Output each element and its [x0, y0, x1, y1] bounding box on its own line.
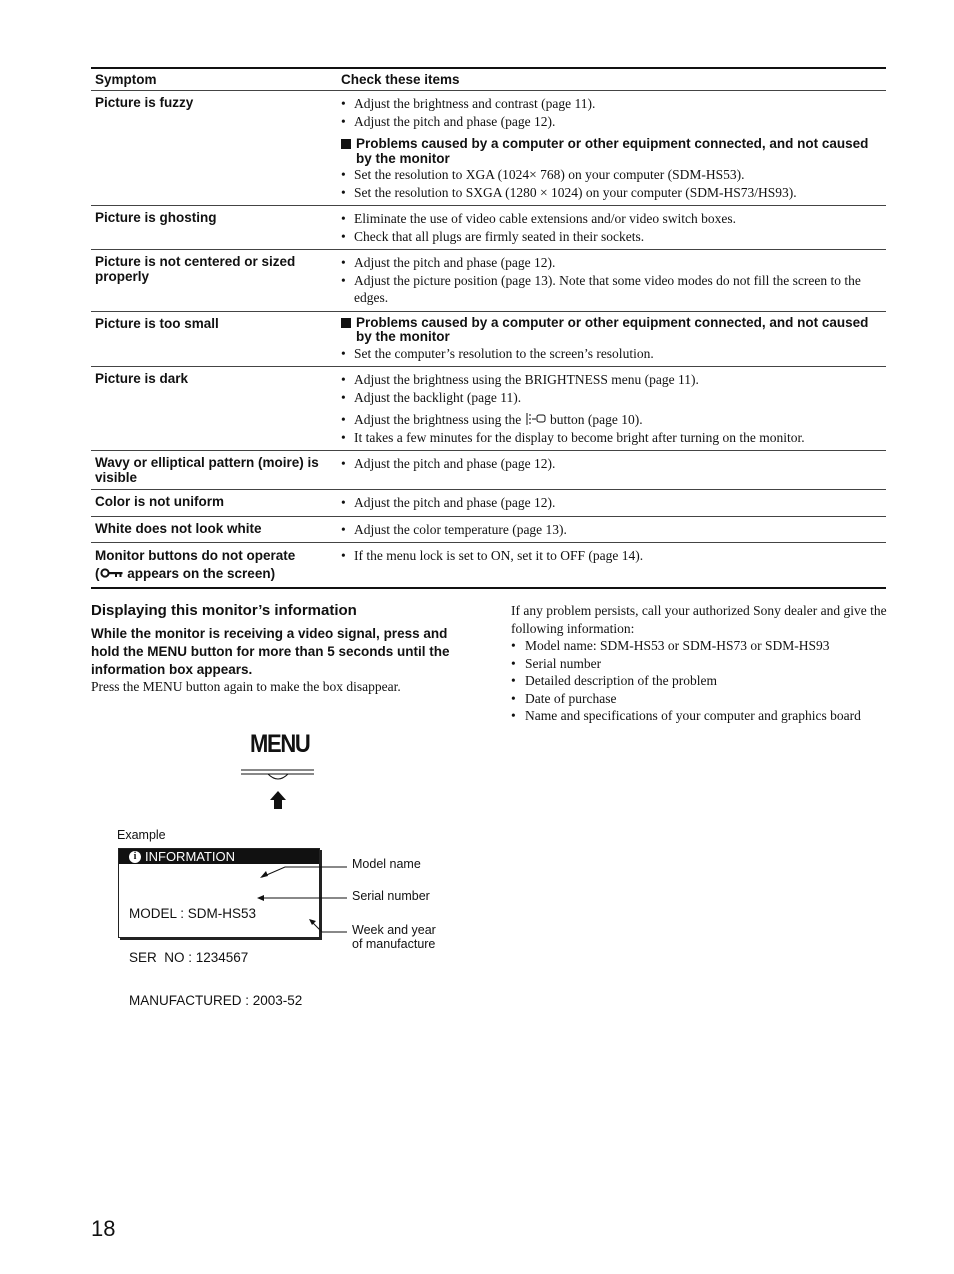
list-item: • Adjust the brightness using the BRIGHTNESS menu (page 11). [341, 371, 882, 389]
check-cell [341, 206, 886, 249]
list-item: • Adjust the pitch and phase (page 12). [341, 113, 882, 131]
symptom-cell: Color is not uniform [95, 494, 224, 509]
header-check: Check these items [341, 72, 460, 87]
page-number: 18 [91, 1216, 116, 1241]
key-lock-icon [100, 567, 124, 579]
list-item: • Serial number [511, 655, 891, 673]
information-box [118, 848, 320, 1008]
check-cell [341, 517, 886, 543]
list-item: • Set the resolution to XGA (1024× 768) on your computer (SDM-HS53). [341, 166, 882, 184]
callout-serial-number: Serial number [352, 889, 430, 903]
list-item: • Adjust the backlight (page 11). [341, 389, 882, 407]
check-cell [341, 543, 886, 587]
problem-note: Problems caused by a computer or other equipment connected, and not caused by the monitor [341, 137, 882, 166]
problem-note: Problems caused by a computer or other equipment connected, and not caused by the monitor [341, 316, 882, 345]
symptom-cell: Picture is too small [95, 315, 219, 331]
model-line: MODEL : SDM-HS53 [129, 906, 257, 921]
list-item: • Set the resolution to SXGA (1280 × 1024) on your computer (SDM-HS73/HS93). [341, 184, 882, 202]
list-item: • Adjust the pitch and phase (page 12). [341, 254, 882, 272]
list-item: • Adjust the brightness using the button (page 10). [341, 411, 882, 429]
info-icon: i [129, 851, 141, 863]
header-symptom: Symptom [95, 72, 157, 87]
check-cell [341, 250, 886, 311]
table-row [91, 205, 886, 249]
table-row [91, 450, 886, 489]
square-bullet-icon [341, 139, 351, 149]
table-row [91, 366, 886, 450]
list-item: • Adjust the brightness and contrast (page 11). [341, 95, 882, 113]
list-item: • Eliminate the use of video cable extensions and/or video switch boxes. [341, 210, 882, 228]
check-cell [341, 91, 886, 205]
check-cell [341, 312, 886, 367]
section-heading: Displaying this monitor’s information [91, 602, 357, 619]
table-row [91, 489, 886, 516]
symptom-cell: Picture is ghosting [95, 210, 217, 225]
list-item: • Adjust the pitch and phase (page 12). [341, 494, 882, 512]
example-label: Example [117, 828, 166, 842]
list-item: • Set the computer’s resolution to the screen’s resolution. [341, 345, 882, 363]
information-header: i INFORMATION [119, 849, 319, 864]
serial-line: SER NO : 1234567 [129, 949, 249, 965]
list-item: • If the menu lock is set to ON, set it to OFF (page 14). [341, 547, 882, 565]
callout-model-name: Model name [352, 857, 421, 871]
list-item: • Detailed description of the problem [511, 672, 891, 690]
symptom-cell: Picture is dark [95, 371, 189, 386]
list-item: • Adjust the picture position (page 13). Note that some video modes do not fill the screen to the edges. [341, 272, 882, 307]
list-item: • It takes a few minutes for the display to become bright after turning on the monitor. [341, 429, 882, 447]
instruction-text: While the monitor is receiving a video signal, press and hold the MENU button for more than 5 seconds until the information box appears. [91, 626, 450, 677]
list-item: • Date of purchase [511, 690, 891, 708]
table-row [91, 90, 886, 205]
brightness-button-icon [525, 412, 547, 426]
list-item: • Check that all plugs are firmly seated in their sockets. [341, 228, 882, 246]
symptom-cell: Wavy or elliptical pattern (moire) is visible [95, 455, 319, 485]
list-item: • Name and specifications of your computer and graphics board [511, 707, 891, 725]
check-cell [341, 451, 886, 489]
symptom-cell: White does not look white [95, 520, 262, 536]
check-cell [341, 367, 886, 450]
troubleshooting-table [91, 67, 886, 589]
support-intro: If any problem persists, call your authorized Sony dealer and give the following information: [511, 603, 887, 636]
symptom-cell: Monitor buttons do not operate ( appears on the screen) [95, 548, 296, 581]
list-item: • Adjust the pitch and phase (page 12). [341, 455, 882, 473]
table-row [91, 249, 886, 311]
symptom-cell: Picture is fuzzy [95, 95, 194, 110]
manufactured-line: MANUFACTURED : 2003-52 [129, 993, 303, 1008]
table-row [91, 311, 886, 367]
table-header [91, 69, 886, 90]
list-item: • Model name: SDM-HS53 or SDM-HS73 or SDM-HS93 [511, 637, 891, 655]
square-bullet-icon [341, 318, 351, 328]
table-row [91, 516, 886, 543]
menu-label: MENU [250, 730, 310, 758]
list-item: • Adjust the color temperature (page 13). [341, 521, 882, 539]
menu-button-icon [238, 730, 318, 815]
menu-button-illustration [238, 730, 318, 815]
support-info [511, 602, 891, 725]
symptom-cell: Picture is not centered or sized properly [95, 254, 296, 284]
table-row [91, 542, 886, 587]
callout-week-year: Week and year of manufacture [352, 923, 436, 951]
check-cell [341, 490, 886, 516]
press-again-text: Press the MENU button again to make the box disappear. [91, 679, 401, 694]
